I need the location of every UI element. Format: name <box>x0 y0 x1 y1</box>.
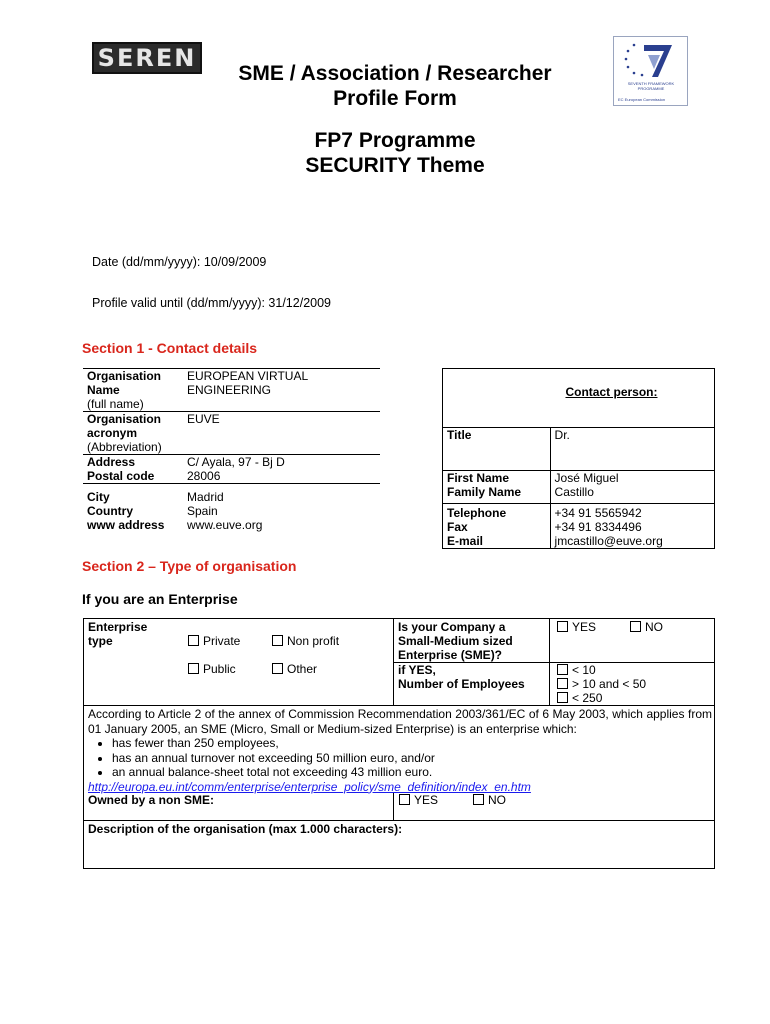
divider <box>83 820 715 821</box>
other-label: Other <box>287 662 318 676</box>
sme-criterion: • has an annual turnover not exceeding 50 million euro, and/or <box>112 751 712 766</box>
public-checkbox[interactable] <box>188 663 199 674</box>
address-label: Address <box>87 455 136 469</box>
description-label: Description of the organisation (max 1.000 characters): <box>88 822 403 836</box>
enterprise-type-label1: Enterprise <box>88 620 148 634</box>
owned-yes-label: YES <box>414 793 439 807</box>
owned-label: Owned by a non SME: <box>88 793 215 807</box>
private-checkbox[interactable] <box>188 635 199 646</box>
owned-no-option[interactable] <box>473 793 506 807</box>
family-name-label: Family Name <box>447 485 522 499</box>
organisation-table <box>83 368 380 532</box>
section1-heading: Section 1 - Contact details <box>82 340 258 356</box>
sme-no-option[interactable] <box>630 620 663 634</box>
seren-logo: SEREN <box>92 42 202 74</box>
sme-no-label: NO <box>645 620 663 634</box>
employees-label: Number of Employees <box>398 677 525 691</box>
emp-3-checkbox[interactable] <box>557 692 568 703</box>
postal-label: Postal code <box>87 469 155 483</box>
title-line1: SME / Association / Researcher <box>238 62 552 85</box>
fp7-logo-text: SEVENTH FRAMEWORK PROGRAMME <box>627 81 675 91</box>
sme-criteria-list <box>88 736 712 780</box>
emp-3-label: < 250 <box>572 691 603 705</box>
title-line2: Profile Form <box>333 87 457 110</box>
owned-no-label: NO <box>488 793 506 807</box>
employees-question <box>398 663 525 691</box>
sme-yes-label: YES <box>572 620 597 634</box>
address-value: C/ Ayala, 97 - Bj D <box>187 455 285 469</box>
city-label: City <box>87 490 110 504</box>
fax-value: +34 91 8334496 <box>554 520 642 534</box>
fp7-emblem-icon <box>614 37 687 81</box>
org-name-label2: Name <box>87 383 120 397</box>
email-value: jmcastillo@euve.org <box>554 534 663 548</box>
valid-until-text: Profile valid until (dd/mm/yyyy): 31/12/2009 <box>92 296 331 310</box>
option-other[interactable] <box>272 662 317 676</box>
sme-criterion: • has fewer than 250 employees, <box>112 736 712 751</box>
first-name-value: José Miguel <box>554 471 619 485</box>
public-label: Public <box>203 662 236 676</box>
sme-definition <box>88 707 712 794</box>
telephone-label: Telephone <box>447 506 507 520</box>
org-name-label3: (full name) <box>87 397 144 411</box>
enterprise-type-label2: type <box>88 634 113 648</box>
sme-criterion: • an annual balance-sheet total not exceeding 43 million euro. <box>112 765 712 780</box>
description-field[interactable] <box>88 838 710 866</box>
www-value: www.euve.org <box>187 518 263 532</box>
if-yes-label: if YES, <box>398 663 436 677</box>
org-name-value2: ENGINEERING <box>187 383 272 397</box>
title-value: Dr. <box>554 428 570 442</box>
owned-yes-option[interactable] <box>399 793 438 807</box>
other-checkbox[interactable] <box>272 663 283 674</box>
nonprofit-label: Non profit <box>287 634 340 648</box>
owned-yes-checkbox[interactable] <box>399 794 410 805</box>
subtitle-line1: FP7 Programme <box>314 129 476 152</box>
family-name-value: Castillo <box>554 485 594 499</box>
nonprofit-checkbox[interactable] <box>272 635 283 646</box>
option-public[interactable] <box>188 662 236 676</box>
sme-question-line3: Enterprise (SME)? <box>398 648 503 662</box>
divider <box>83 705 715 706</box>
emp-2-checkbox[interactable] <box>557 678 568 689</box>
acronym-label2: acronym <box>87 426 138 440</box>
subtitle-line2: SECURITY Theme <box>305 154 485 177</box>
org-name-label: Organisation <box>87 369 162 383</box>
contact-person-heading: Contact person: <box>565 385 658 399</box>
employees-options <box>557 663 646 705</box>
emp-1-label: < 10 <box>572 663 596 677</box>
acronym-value: EUVE <box>187 412 220 426</box>
fax-label: Fax <box>447 520 468 534</box>
sme-yes-option[interactable] <box>557 620 596 634</box>
www-label: www address <box>87 518 165 532</box>
acronym-label: Organisation <box>87 412 162 426</box>
sme-definition-link[interactable]: http://europa.eu.int/comm/enterprise/enterprise_policy/sme_definition/index_en.htm <box>88 779 531 794</box>
page-subtitle <box>180 128 610 178</box>
sme-no-checkbox[interactable] <box>630 621 641 632</box>
emp-1-checkbox[interactable] <box>557 664 568 675</box>
city-value: Madrid <box>187 490 224 504</box>
option-private[interactable] <box>188 634 240 648</box>
private-label: Private <box>203 634 241 648</box>
contact-person-table <box>442 368 715 549</box>
section2-heading: Section 2 – Type of organisation <box>82 558 297 574</box>
title-label: Title <box>447 428 472 442</box>
postal-value: 28006 <box>187 469 221 483</box>
acronym-label3: (Abbreviation) <box>87 440 162 454</box>
org-name-value: EUROPEAN VIRTUAL <box>187 369 309 383</box>
date-text: Date (dd/mm/yyyy): 10/09/2009 <box>92 255 267 269</box>
sme-question <box>398 620 513 662</box>
country-value: Spain <box>187 504 218 518</box>
sme-question-line1: Is your Company a <box>398 620 506 634</box>
page-title <box>180 61 610 111</box>
fp7-logo <box>613 36 688 106</box>
divider <box>393 792 394 820</box>
emp-2-label: > 10 and < 50 <box>572 677 647 691</box>
email-label: E-mail <box>447 534 484 548</box>
emp-option-1[interactable] <box>557 663 646 677</box>
enterprise-subheading: If you are an Enterprise <box>82 591 238 607</box>
emp-option-3[interactable] <box>557 691 646 705</box>
sme-yes-checkbox[interactable] <box>557 621 568 632</box>
owned-no-checkbox[interactable] <box>473 794 484 805</box>
emp-option-2[interactable] <box>557 677 646 691</box>
fp7-logo-ec: EC European Commission <box>618 97 666 102</box>
sme-question-line2: Small-Medium sized <box>398 634 513 648</box>
first-name-label: First Name <box>447 471 510 485</box>
country-label: Country <box>87 504 133 518</box>
option-nonprofit[interactable] <box>272 634 339 648</box>
telephone-value: +34 91 5565942 <box>554 506 642 520</box>
enterprise-type-label <box>88 620 147 648</box>
sme-definition-text: According to Article 2 of the annex of Commission Recommendation 2003/361/EC of 6 May 2003, which applies from 01 January 2005, an SME (Micro, Small or Medium-sized Enterprise) is an enterprise which: <box>88 707 712 736</box>
